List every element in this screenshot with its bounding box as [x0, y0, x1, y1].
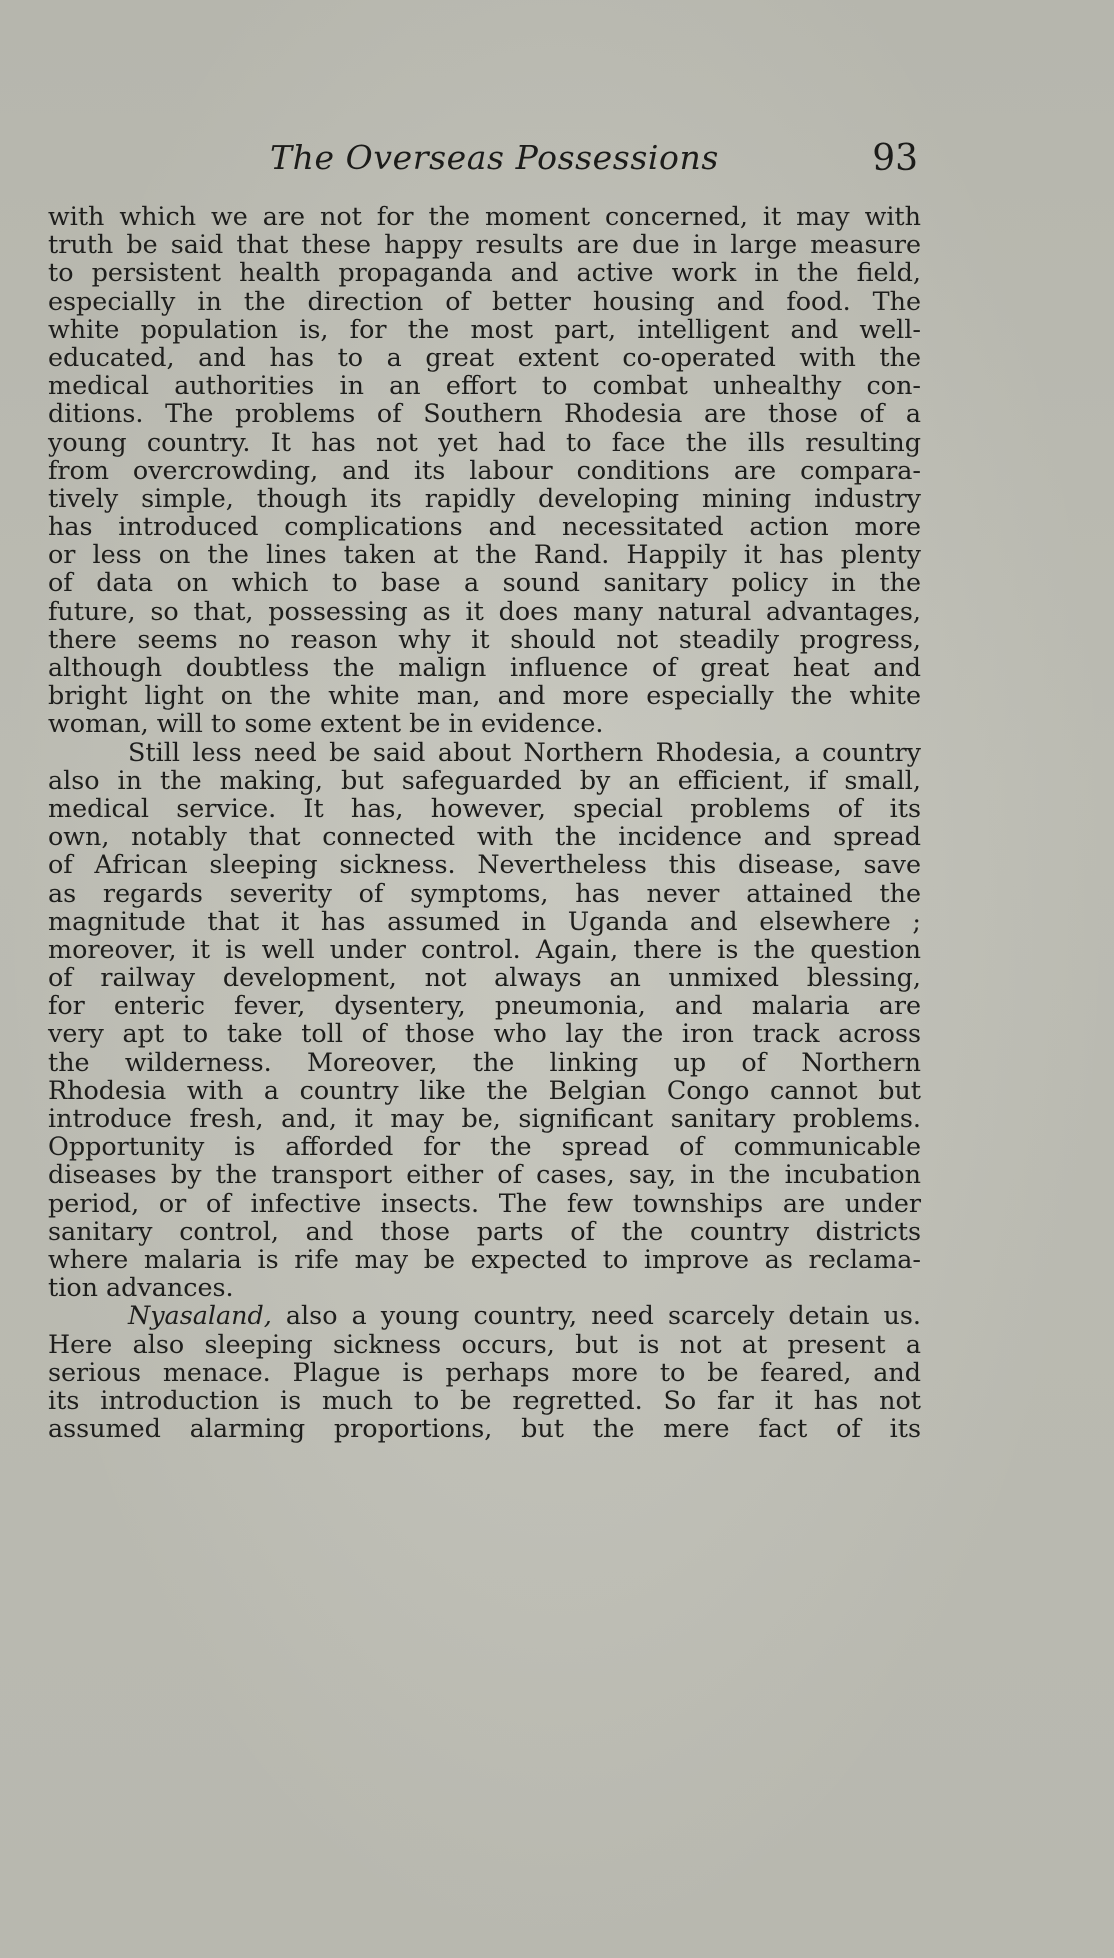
text-line: ditions. The problems of Southern Rhodesia are those of a [48, 398, 921, 429]
text-line: young country. It has not yet had to face the ills resulting [48, 426, 921, 457]
body-text [48, 202, 921, 1442]
paragraph-nyasaland [48, 1301, 921, 1442]
text-line: to persistent health propaganda and active work in the field, [48, 257, 921, 288]
text-line: of data on which to base a sound sanitary policy in the [48, 567, 921, 598]
text-line: very apt to take toll of those who lay the iron track across [48, 1018, 921, 1049]
text-line: educated, and has to a great extent co-operated with the [48, 341, 921, 372]
text-line: although doubtless the malign influence of great heat and [48, 652, 921, 682]
text-line: magnitude that it has assumed in Uganda and elsewhere ; [48, 905, 921, 936]
text-line-rest: also a young country, need scarcely detain us. [271, 1300, 921, 1331]
text-line [48, 1301, 921, 1329]
text-line: future, so that, possessing as it does many natural advantages, [48, 595, 921, 626]
text-line: for enteric fever, dysentery, pneumonia, and malaria are [48, 990, 921, 1021]
text-line: has introduced complications and necessitated action more [48, 511, 921, 542]
page-header [48, 138, 918, 188]
text-line: there seems no reason why it should not steadily progress, [48, 623, 921, 654]
running-title: The Overseas Possessions [270, 138, 719, 177]
text-line: moreover, it is well under control. Again, there is the question [48, 933, 921, 964]
text-line: diseases by the transport either of cases, say, in the incubation [48, 1159, 921, 1190]
text-line: especially in the direction of better housing and food. The [48, 285, 921, 316]
text-line: as regards severity of symptoms, has never attained the [48, 877, 921, 908]
paragraph-northern-rhodesia [48, 738, 921, 1302]
text-line: Rhodesia with a country like the Belgian Congo cannot but [48, 1074, 921, 1105]
text-line: bright light on the white man, and more especially the white [48, 680, 921, 711]
text-line: white population is, for the most part, intelligent and well- [48, 313, 921, 344]
text-line: assumed alarming proportions, but the mere fact of its [48, 1413, 921, 1444]
text-line: Still less need be said about Northern Rhodesia, a country [128, 736, 921, 767]
text-line: of railway development, not always an unmixed blessing, [48, 962, 921, 993]
nyasaland-term: Nyasaland, [128, 1300, 272, 1331]
text-line: sanitary control, and those parts of the country districts [48, 1215, 921, 1246]
text-line: truth be said that these happy results are due in large measure [48, 229, 921, 260]
text-line: medical service. It has, however, special problems of its [48, 792, 921, 823]
text-line: serious menace. Plague is perhaps more to be feared, and [48, 1356, 921, 1387]
page-number: 93 [872, 138, 918, 179]
text-line: period, or of infective insects. The few townships are under [48, 1187, 921, 1218]
text-line: Opportunity is afforded for the spread of communicable [48, 1131, 921, 1162]
text-line: with which we are not for the moment concerned, it may with [48, 201, 921, 231]
text-line: own, notably that connected with the incidence and spread [48, 821, 921, 852]
text-line: or less on the lines taken at the Rand. Happily it has plenty [48, 539, 921, 570]
text-line: of African sleeping sickness. Nevertheless this disease, save [48, 849, 921, 880]
text-line: Here also sleeping sickness occurs, but is not at present a [48, 1328, 921, 1359]
paragraph-southern-rhodesia [48, 202, 921, 738]
text-line: introduce fresh, and, it may be, significant sanitary problems. [48, 1103, 921, 1133]
text-line: its introduction is much to be regretted. So far it has not [48, 1384, 921, 1415]
text-line: also in the making, but safeguarded by an efficient, if small, [48, 764, 921, 795]
text-line: tion advances. [48, 1272, 234, 1303]
text-line: the wilderness. Moreover, the linking up of Northern [48, 1046, 921, 1077]
text-line: from overcrowding, and its labour conditions are compara- [48, 454, 921, 485]
text-line: medical authorities in an effort to combat unhealthy con- [48, 370, 921, 401]
text-line: where malaria is rife may be expected to improve as reclama- [48, 1243, 921, 1274]
text-line: woman, will to some extent be in evidence. [48, 708, 604, 739]
text-line: tively simple, though its rapidly developing mining industry [48, 482, 921, 513]
